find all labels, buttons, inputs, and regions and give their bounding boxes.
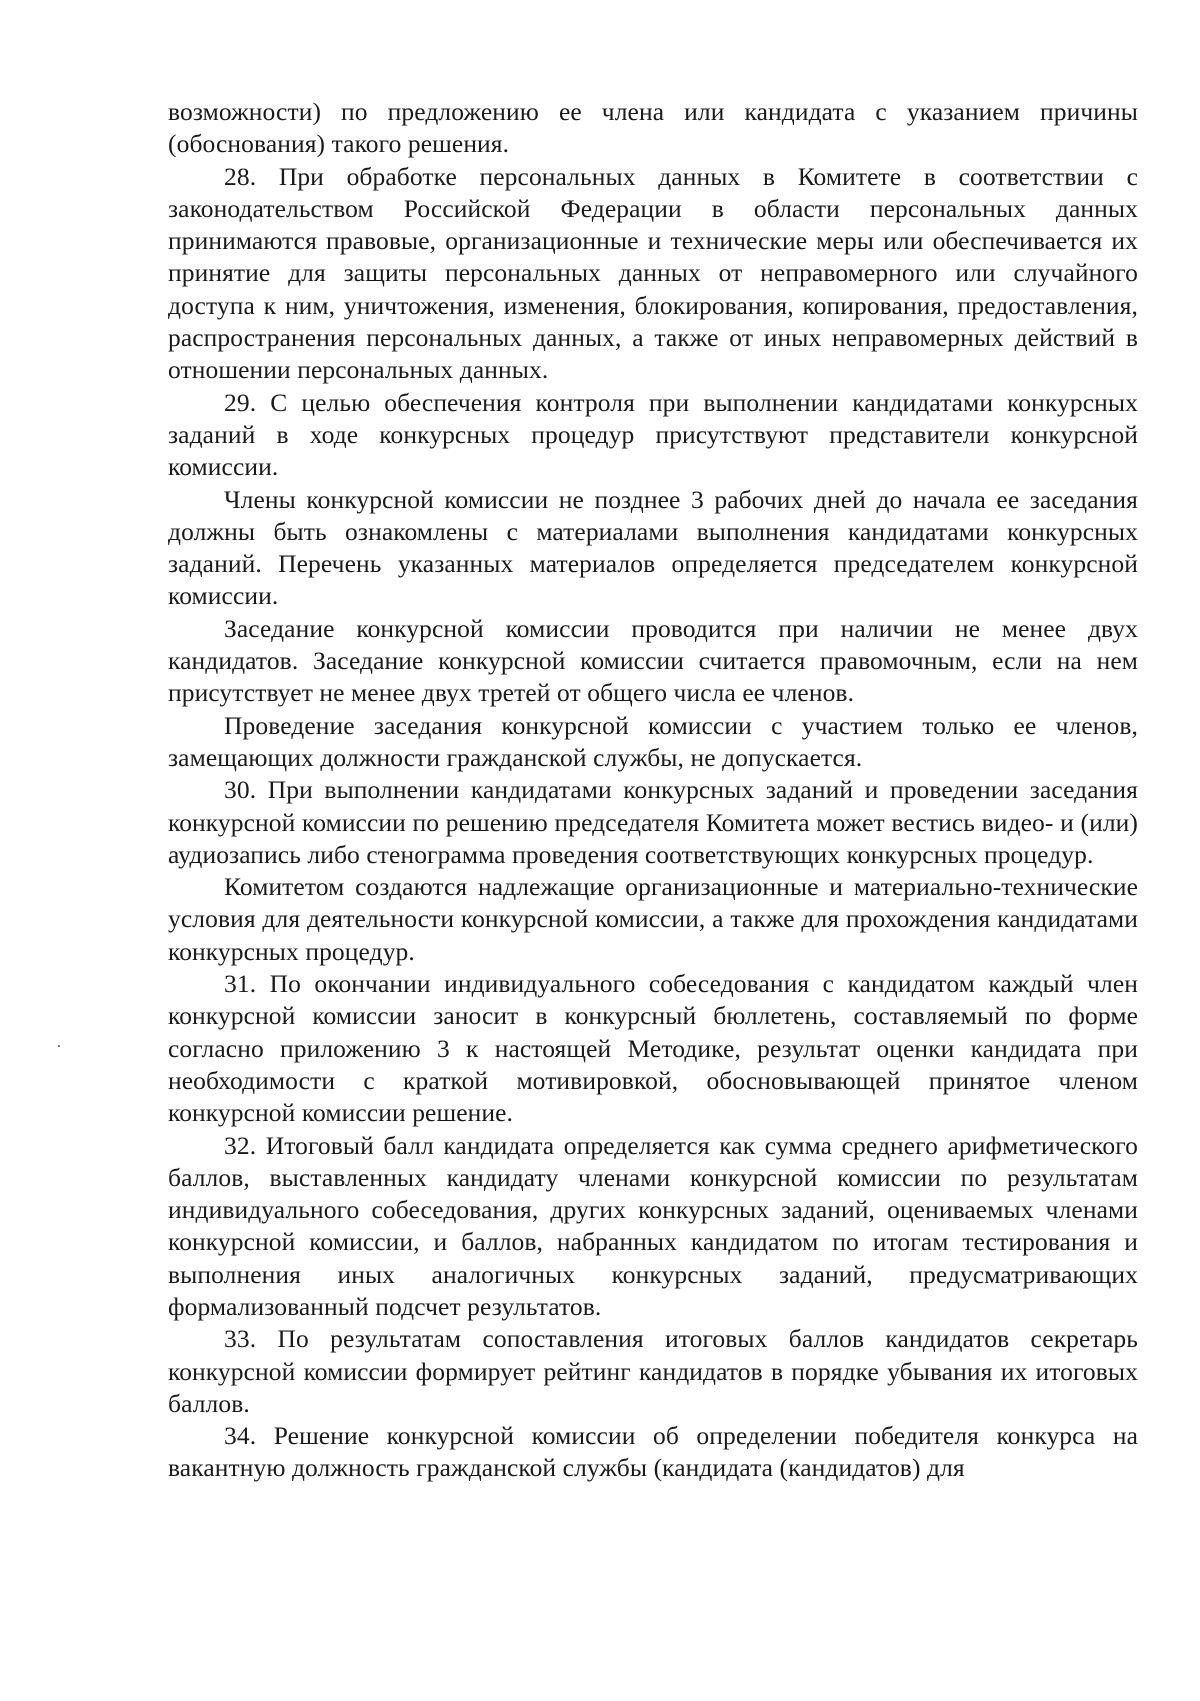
document-body xyxy=(168,96,1138,1485)
paragraph-30-conditions: Комитетом создаются надлежащие организационные и материально-технические условия для деятельности конкурсной комиссии, а также для прохождения кандидатами конкурсных процедур. xyxy=(168,872,1138,966)
paragraph-28: 28. При обработке персональных данных в Комитете в соответствии с законодательством Российской Федерации в области персональных данных принимаются правовые, организационные и технические меры или обеспечивается их принятие для защиты персональных данных от неправомерного или случайного доступа к ним, уничтожения, изменения, блокирования, копирования, предоставления, распространения персональных данных, а также от иных неправомерных действий в отношении персональных данных. xyxy=(168,161,1138,385)
paragraph-29-quorum: Заседание конкурсной комиссии проводится при наличии не менее двух кандидатов. Заседание конкурсной комиссии считается правомочным, если на нем присутствует не менее двух третей от общего числа ее членов. xyxy=(168,613,1138,708)
paragraph-30: 30. При выполнении кандидатами конкурсных заданий и проведении заседания конкурсной комиссии по решению председателя Комитета может вестись видео- и (или) аудиозапись либо стенограмма проведения соответствующих конкурсных процедур. xyxy=(168,775,1138,869)
paragraph-34: 34. Решение конкурсной комиссии об определении победителя конкурса на вакантную должность гражданской службы (кандидата (кандидатов) для xyxy=(168,1421,1138,1483)
scan-speck xyxy=(58,1045,60,1047)
paragraph-29-restriction: Проведение заседания конкурсной комиссии с участием только ее членов, замещающих должности гражданской службы, не допускается. xyxy=(168,710,1138,772)
paragraph-33: 33. По результатам сопоставления итоговых баллов кандидатов секретарь конкурсной комиссии формирует рейтинг кандидатов в порядке убывания их итоговых баллов. xyxy=(168,1324,1138,1418)
paragraph-32: 32. Итоговый балл кандидата определяется как сумма среднего арифметического баллов, выставленных кандидату членами конкурсной комиссии по результатам индивидуального собеседования, других конкурсных заданий, оцениваемых членами конкурсной комиссии, и баллов, набранных кандидатом по итогам тестирования и выполнения иных аналогичных конкурсных заданий, предусматривающих формализованный подсчет результатов. xyxy=(168,1130,1138,1321)
paragraph-29-members: Члены конкурсной комиссии не позднее 3 рабочих дней до начала ее заседания должны быть ознакомлены с материалами выполнения кандидатами конкурсных заданий. Перечень указанных материалов определяется председателем конкурсной комиссии. xyxy=(168,484,1138,611)
paragraph-29: 29. С целью обеспечения контроля при выполнении кандидатами конкурсных заданий в ходе конкурсных процедур присутствуют представители конкурсной комиссии. xyxy=(168,387,1138,482)
paragraph-31: 31. По окончании индивидуального собеседования с кандидатом каждый член конкурсной комиссии заносит в конкурсный бюллетень, составляемый по форме согласно приложению 3 к настоящей Методике, результат оценки кандидата при необходимости с краткой мотивировкой, обосновывающей принятое членом конкурсной комиссии решение. xyxy=(168,969,1138,1128)
paragraph-continuation: возможности) по предложению ее члена или кандидата с указанием причины (обоснования) такого решения. xyxy=(168,97,1138,159)
